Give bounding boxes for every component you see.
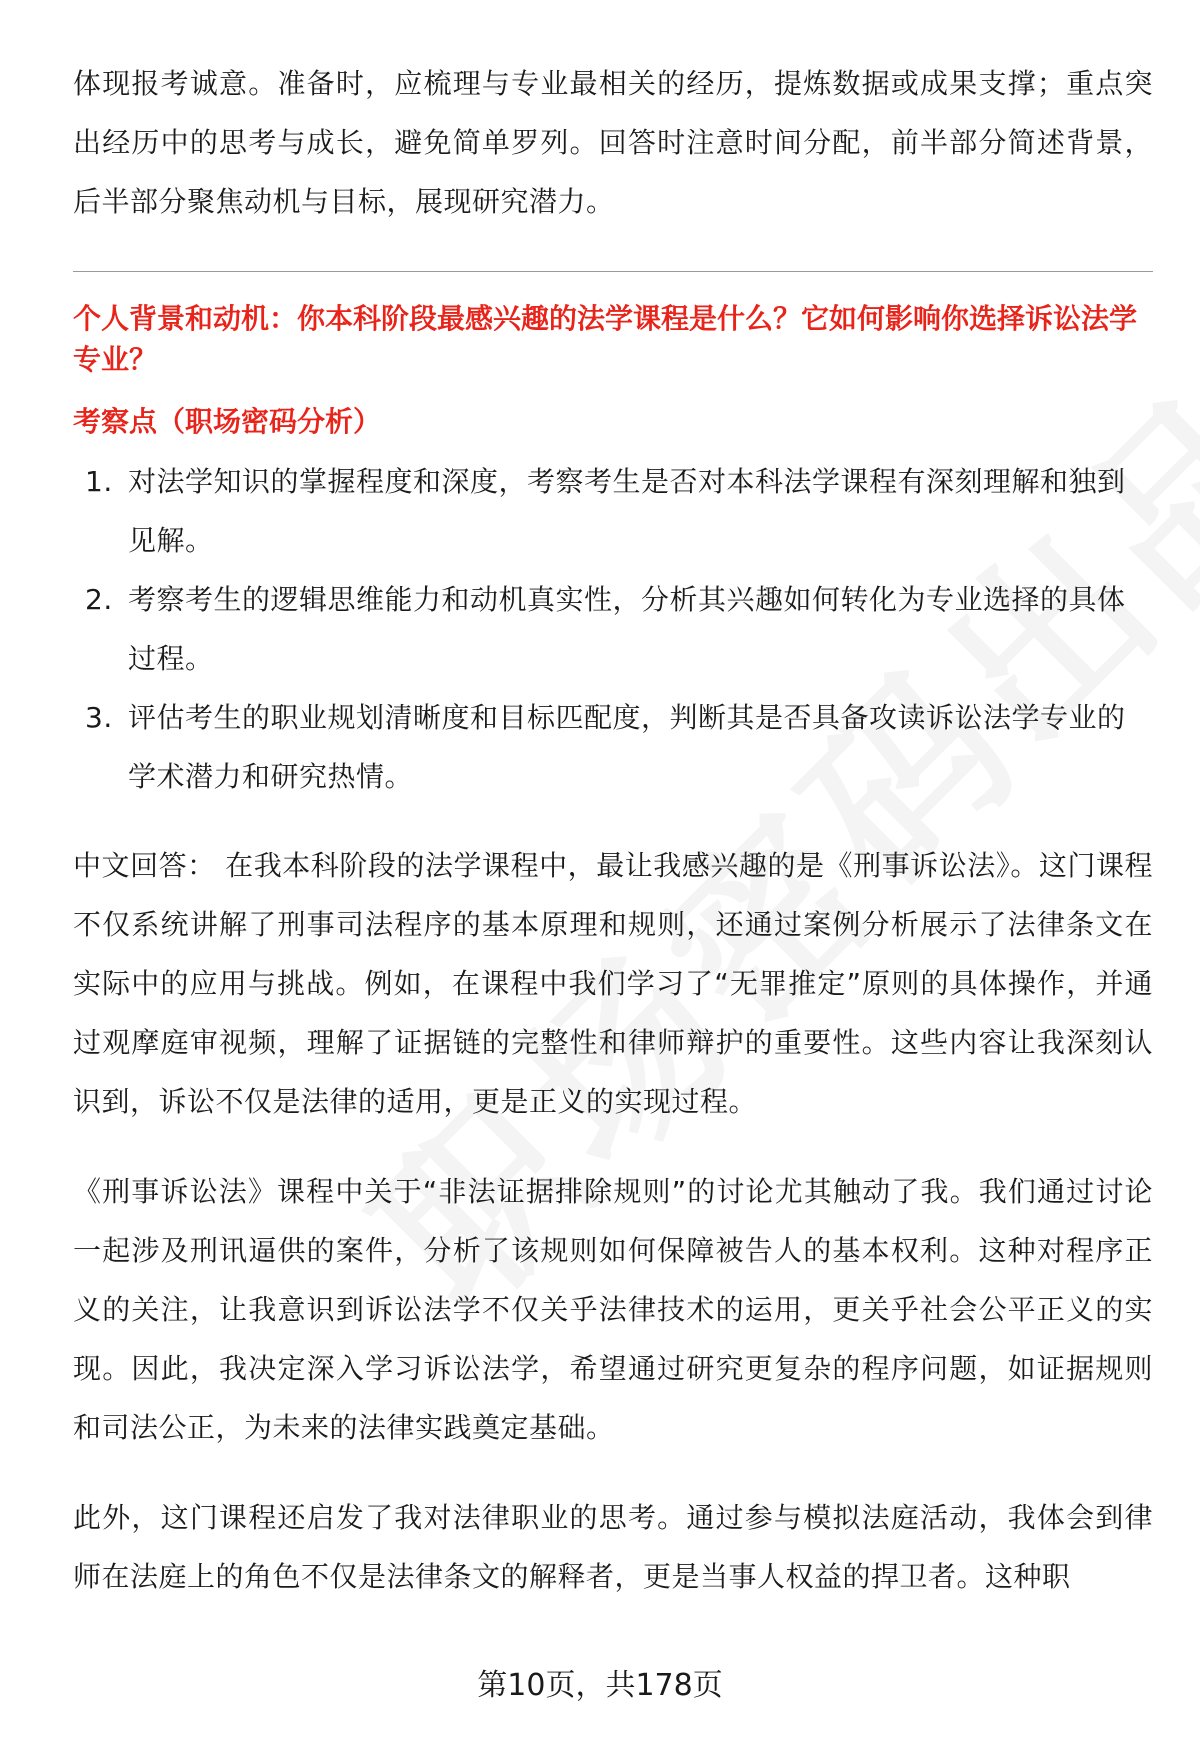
- answer-paragraph: 《刑事诉讼法》课程中关于“非法证据排除规则”的讨论尤其触动了我。我们通过讨论一起涉及刑讯逼供的案件，分析了该规则如何保障被告人的基本权利。这种对程序正义的关注，让我意识到诉讼法学不仅关乎法律技术的运用，更关乎社会公平正义的实现。因此，我决定深入学习诉讼法学，希望通过研究更复杂的程序问题，如证据规则和司法公正，为未来的法律实践奠定基础。: [73, 1175, 1153, 1444]
- analysis-heading: 考察点（职场密码分析）: [73, 405, 382, 438]
- list-item: [73, 570, 1153, 688]
- list-item-number: 3.: [85, 701, 113, 734]
- analysis-points-list: [73, 452, 1153, 806]
- answer-section: [73, 836, 1153, 1606]
- page-number-footer: 第10页，共178页: [477, 1668, 723, 1703]
- list-item-number: 2.: [85, 583, 113, 616]
- question-heading: 个人背景和动机：你本科阶段最感兴趣的法学课程是什么？它如何影响你选择诉讼法学专业？: [73, 302, 1138, 376]
- document-page: [73, 54, 1153, 1606]
- answer-paragraph: 此外，这门课程还启发了我对法律职业的思考。通过参与模拟法庭活动，我体会到律师在法庭上的角色不仅是法律条文的解释者，更是当事人权益的捍卫者。这种职: [73, 1501, 1153, 1593]
- section-divider: [73, 271, 1153, 272]
- intro-paragraph: 体现报考诚意。准备时，应梳理与专业最相关的经历，提炼数据或成果支撑；重点突出经历中的思考与成长，避免简单罗列。回答时注意时间分配，前半部分简述背景，后半部分聚焦动机与目标，展现研究潜力。: [73, 67, 1153, 218]
- list-item-text: 考察考生的逻辑思维能力和动机真实性，分析其兴趣如何转化为专业选择的具体过程。: [128, 583, 1126, 675]
- answer-paragraph: 中文回答： 在我本科阶段的法学课程中，最让我感兴趣的是《刑事诉讼法》。这门课程不仅系统讲解了刑事司法程序的基本原理和规则，还通过案例分析展示了法律条文在实际中的应用与挑战。例如，在课程中我们学习了“无罪推定”原则的具体操作，并通过观摩庭审视频，理解了证据链的完整性和律师辩护的重要性。这些内容让我深刻认识到，诉讼不仅是法律的适用，更是正义的实现过程。: [73, 849, 1153, 1118]
- list-item: [73, 688, 1153, 806]
- list-item-number: 1.: [85, 465, 113, 498]
- list-item-text: 评估考生的职业规划清晰度和目标匹配度，判断其是否具备攻读诉讼法学专业的学术潜力和研究热情。: [128, 701, 1126, 793]
- list-item: [73, 452, 1153, 570]
- list-item-text: 对法学知识的掌握程度和深度，考察考生是否对本科法学课程有深刻理解和独到见解。: [128, 465, 1126, 557]
